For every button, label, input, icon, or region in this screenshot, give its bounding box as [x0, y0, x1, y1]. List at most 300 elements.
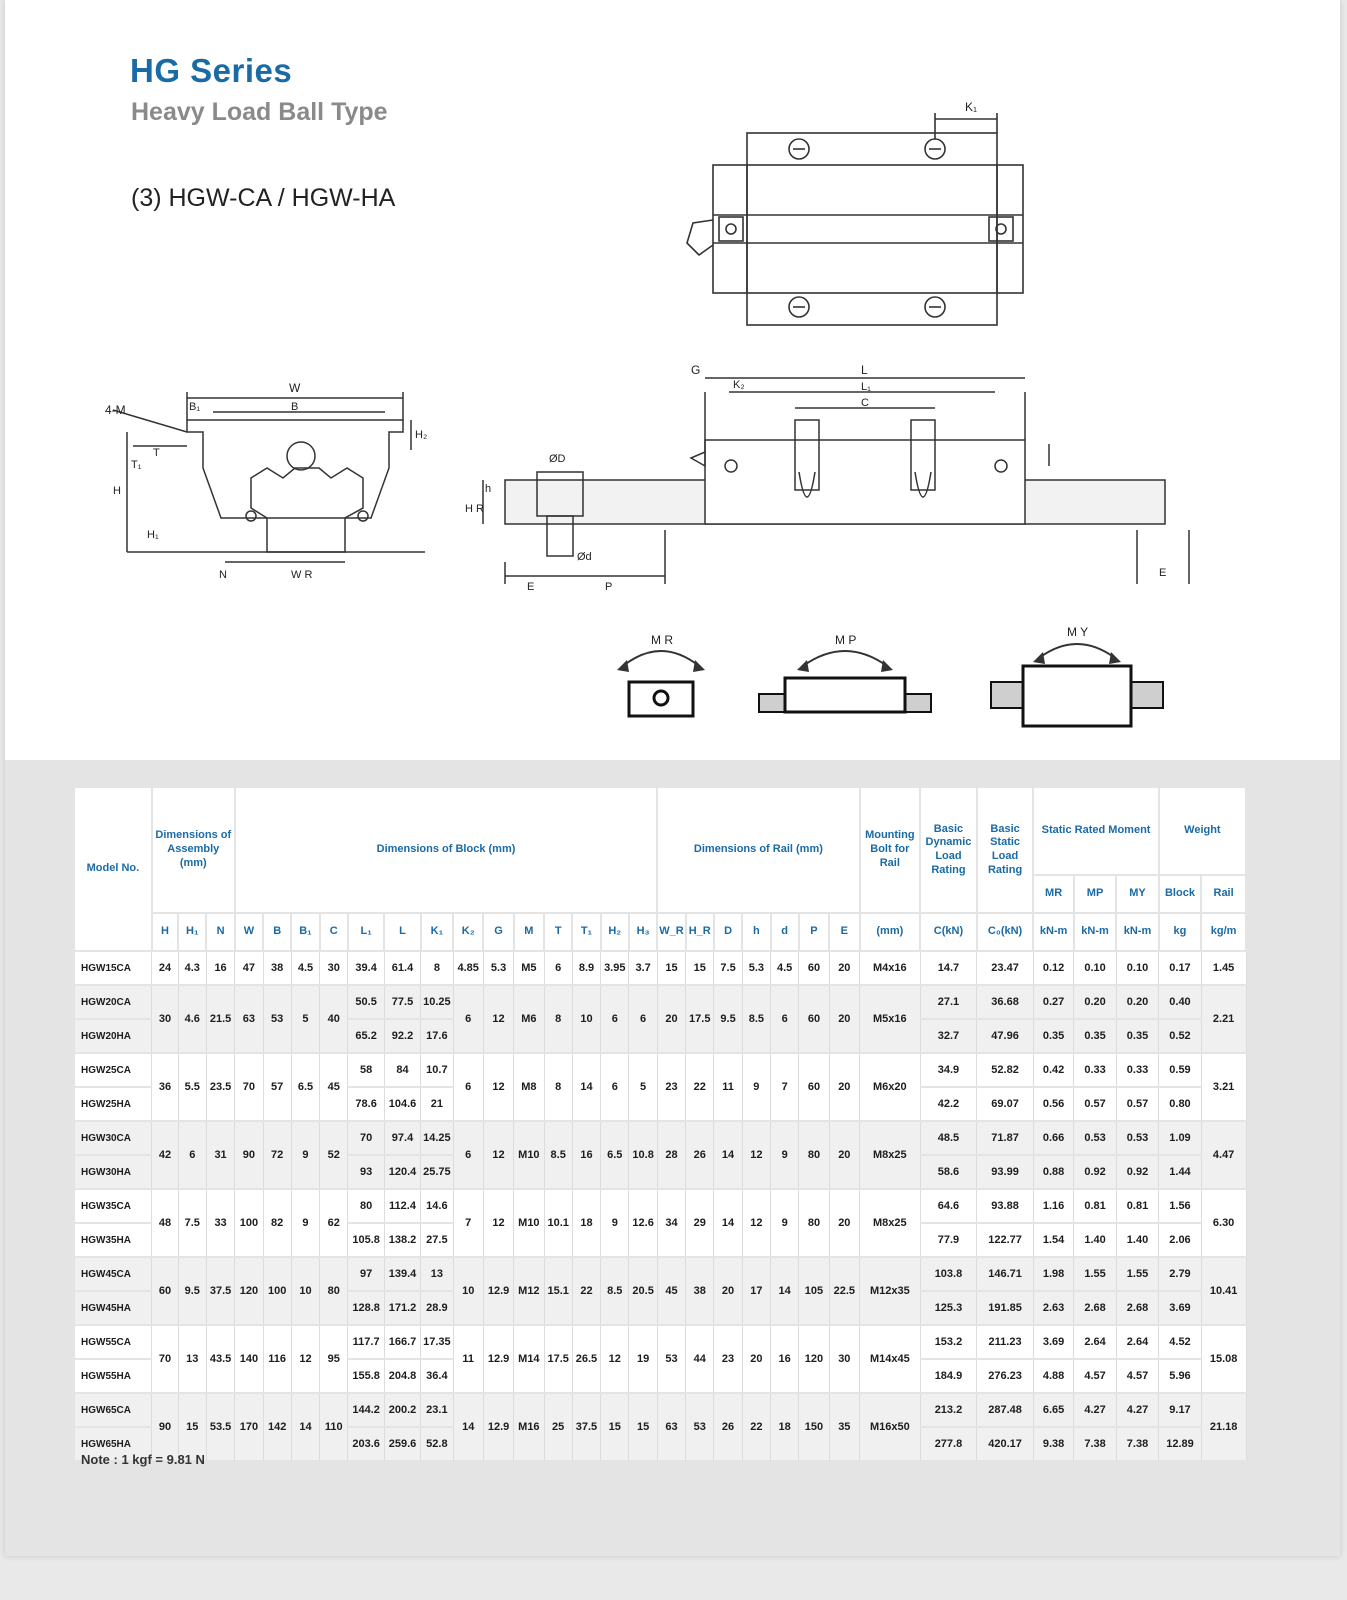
block-cell: 12.9	[483, 1325, 513, 1393]
block-cell: 6	[453, 1121, 483, 1189]
block-cell: 52	[320, 1121, 348, 1189]
assembly-cell: 7.5	[178, 1189, 206, 1257]
label-od: ØD	[549, 453, 566, 465]
mr-cell: 0.56	[1033, 1087, 1073, 1121]
rail-cell: 20	[657, 985, 685, 1053]
block-cell: 4.85	[453, 951, 483, 985]
l-cell: 92.2	[384, 1019, 420, 1053]
mr-cell: 0.88	[1033, 1155, 1073, 1189]
label-4m: 4-M	[105, 403, 126, 417]
side-section-drawing	[465, 362, 1225, 592]
model-cell: HGW45HA	[75, 1291, 152, 1325]
l1-cell: 105.8	[348, 1223, 384, 1257]
block-cell: 5	[291, 985, 319, 1053]
static-load-cell: 52.82	[977, 1053, 1034, 1087]
l1-cell: 93	[348, 1155, 384, 1189]
label-h: H	[113, 485, 121, 497]
dynamic-load-cell: 42.2	[920, 1087, 977, 1121]
l1-cell: 78.6	[348, 1087, 384, 1121]
header-dynamic: Basic Dynamic Load Rating	[920, 788, 977, 913]
assembly-cell: 43.5	[206, 1325, 234, 1393]
rail-cell: 44	[686, 1325, 714, 1393]
column-header-row	[75, 913, 1246, 951]
static-load-cell: 191.85	[977, 1291, 1034, 1325]
l1-cell: 117.7	[348, 1325, 384, 1359]
assembly-cell: 31	[206, 1121, 234, 1189]
block-cell: 82	[263, 1189, 291, 1257]
label-t1: T₁	[131, 459, 142, 471]
rail-cell: 20	[742, 1325, 770, 1393]
l-cell: 97.4	[384, 1121, 420, 1155]
block-cell: 19	[629, 1325, 657, 1393]
block-cell: 37.5	[572, 1393, 600, 1461]
my-cell: 0.20	[1116, 985, 1158, 1019]
block-cell: 7	[453, 1189, 483, 1257]
column-header: B	[263, 913, 291, 951]
static-load-cell: 211.23	[977, 1325, 1034, 1359]
rail-cell: 7	[771, 1053, 799, 1121]
block-cell: 6	[544, 951, 572, 985]
label-l1: L₁	[861, 381, 871, 393]
block-cell: 45	[320, 1053, 348, 1121]
assembly-cell: 4.3	[178, 951, 206, 985]
rail-cell: 26	[686, 1121, 714, 1189]
rail-weight-cell: 3.21	[1201, 1053, 1246, 1121]
rail-cell: 22	[742, 1393, 770, 1461]
block-cell: 6.5	[291, 1053, 319, 1121]
model-cell: HGW25CA	[75, 1053, 152, 1087]
k1-cell: 27.5	[421, 1223, 453, 1257]
block-weight-cell: 0.80	[1159, 1087, 1201, 1121]
rail-cell: 45	[657, 1257, 685, 1325]
l-cell: 171.2	[384, 1291, 420, 1325]
mr-cell: 0.42	[1033, 1053, 1073, 1087]
rail-cell: 63	[657, 1393, 685, 1461]
k1-cell: 17.6	[421, 1019, 453, 1053]
block-cell: 12	[601, 1325, 629, 1393]
front-section-drawing	[105, 380, 445, 580]
block-cell: 40	[320, 985, 348, 1053]
block-cell: M5	[514, 951, 544, 985]
bolt-cell: M4x16	[860, 951, 921, 985]
assembly-cell: 24	[152, 951, 178, 985]
block-cell: 8	[544, 985, 572, 1053]
series-title: HG Series	[130, 52, 293, 89]
table-row	[75, 1257, 1246, 1291]
block-cell: 8.5	[544, 1121, 572, 1189]
column-header: d	[771, 913, 799, 951]
label-mp: M P	[835, 633, 857, 647]
model-heading: (3) HGW-CA / HGW-HA	[131, 184, 396, 212]
k1-cell: 8	[421, 951, 453, 985]
column-header: kg	[1159, 913, 1201, 951]
block-weight-cell: 2.79	[1159, 1257, 1201, 1291]
mr-cell: 4.88	[1033, 1359, 1073, 1393]
l1-cell: 70	[348, 1121, 384, 1155]
rail-cell: 120	[799, 1325, 829, 1393]
block-cell: M10	[514, 1189, 544, 1257]
block-cell: 15	[601, 1393, 629, 1461]
header-rail-weight: Rail	[1201, 875, 1246, 913]
dynamic-load-cell: 27.1	[920, 985, 977, 1019]
rail-weight-cell: 10.41	[1201, 1257, 1246, 1325]
mr-cell: 0.27	[1033, 985, 1073, 1019]
my-cell: 0.35	[1116, 1019, 1158, 1053]
block-cell: 14	[453, 1393, 483, 1461]
column-header: H₁	[178, 913, 206, 951]
header-mp: MP	[1074, 875, 1116, 913]
dynamic-load-cell: 48.5	[920, 1121, 977, 1155]
l1-cell: 50.5	[348, 985, 384, 1019]
block-cell: 15.1	[544, 1257, 572, 1325]
k1-cell: 23.1	[421, 1393, 453, 1427]
table-row	[75, 1053, 1246, 1087]
mp-cell: 7.38	[1074, 1427, 1116, 1461]
rail-cell: 60	[799, 1053, 829, 1121]
block-cell: 3.95	[601, 951, 629, 985]
rail-cell: 8.5	[742, 985, 770, 1053]
rail-cell: 22	[686, 1053, 714, 1121]
column-header: T	[544, 913, 572, 951]
static-load-cell: 287.48	[977, 1393, 1034, 1427]
header-block-weight: Block	[1159, 875, 1201, 913]
rail-cell: 80	[799, 1189, 829, 1257]
dynamic-load-cell: 64.6	[920, 1189, 977, 1223]
block-cell: 6	[453, 1053, 483, 1121]
column-header: H₃	[629, 913, 657, 951]
block-cell: 10	[291, 1257, 319, 1325]
rail-cell: 5.3	[742, 951, 770, 985]
rail-cell: 60	[799, 985, 829, 1053]
rail-cell: 53	[657, 1325, 685, 1393]
rail-cell: 14	[714, 1121, 742, 1189]
rail-cell: 150	[799, 1393, 829, 1461]
model-cell: HGW55CA	[75, 1325, 152, 1359]
label-g: G	[691, 363, 701, 377]
block-cell: 12	[483, 1189, 513, 1257]
my-cell: 2.68	[1116, 1291, 1158, 1325]
static-load-cell: 69.07	[977, 1087, 1034, 1121]
mr-cell: 0.66	[1033, 1121, 1073, 1155]
rail-cell: 17	[742, 1257, 770, 1325]
dynamic-load-cell: 184.9	[920, 1359, 977, 1393]
l-cell: 104.6	[384, 1087, 420, 1121]
k1-cell: 21	[421, 1087, 453, 1121]
column-header: H_R	[686, 913, 714, 951]
model-cell: HGW25HA	[75, 1087, 152, 1121]
k1-cell: 14.25	[421, 1121, 453, 1155]
rail-cell: 23	[657, 1053, 685, 1121]
static-load-cell: 36.68	[977, 985, 1034, 1019]
mr-cell: 1.98	[1033, 1257, 1073, 1291]
dynamic-load-cell: 213.2	[920, 1393, 977, 1427]
rail-cell: 15	[657, 951, 685, 985]
header-weight: Weight	[1159, 788, 1246, 875]
block-cell: 10	[572, 985, 600, 1053]
bolt-cell: M5x16	[860, 985, 921, 1053]
bolt-cell: M12x35	[860, 1257, 921, 1325]
mr-cell: 0.35	[1033, 1019, 1073, 1053]
block-cell: 95	[320, 1325, 348, 1393]
rail-cell: 7.5	[714, 951, 742, 985]
assembly-cell: 70	[152, 1325, 178, 1393]
my-cell: 4.27	[1116, 1393, 1158, 1427]
dynamic-load-cell: 34.9	[920, 1053, 977, 1087]
header-mr: MR	[1033, 875, 1073, 913]
rail-cell: 105	[799, 1257, 829, 1325]
moment-my-diagram	[987, 622, 1167, 732]
block-weight-cell: 9.17	[1159, 1393, 1201, 1427]
spec-table	[75, 788, 1247, 1462]
block-cell: 11	[453, 1325, 483, 1393]
block-cell: 100	[263, 1257, 291, 1325]
l-cell: 200.2	[384, 1393, 420, 1427]
k1-cell: 25.75	[421, 1155, 453, 1189]
block-cell: M6	[514, 985, 544, 1053]
block-cell: 6	[453, 985, 483, 1053]
static-load-cell: 93.88	[977, 1189, 1034, 1223]
block-weight-cell: 1.09	[1159, 1121, 1201, 1155]
rail-cell: 20	[829, 1053, 859, 1121]
mp-cell: 2.68	[1074, 1291, 1116, 1325]
rail-cell: 4.5	[771, 951, 799, 985]
k1-cell: 52.8	[421, 1427, 453, 1461]
column-header: P	[799, 913, 829, 951]
column-header: C(kN)	[920, 913, 977, 951]
k1-cell: 28.9	[421, 1291, 453, 1325]
dynamic-load-cell: 14.7	[920, 951, 977, 985]
rail-cell: 11	[714, 1053, 742, 1121]
block-cell: 10.8	[629, 1121, 657, 1189]
block-cell: 9	[601, 1189, 629, 1257]
rail-weight-cell: 2.21	[1201, 985, 1246, 1053]
rail-cell: 12	[742, 1189, 770, 1257]
model-cell: HGW15CA	[75, 951, 152, 985]
bolt-cell: M8x25	[860, 1121, 921, 1189]
block-cell: 18	[572, 1189, 600, 1257]
block-cell: 9	[291, 1121, 319, 1189]
block-cell: 12	[291, 1325, 319, 1393]
k1-cell: 13	[421, 1257, 453, 1291]
rail-cell: 20	[714, 1257, 742, 1325]
label-k1: K₁	[965, 100, 978, 114]
block-cell: 12	[483, 1053, 513, 1121]
l1-cell: 97	[348, 1257, 384, 1291]
block-cell: 8.9	[572, 951, 600, 985]
model-cell: HGW35HA	[75, 1223, 152, 1257]
static-load-cell: 71.87	[977, 1121, 1034, 1155]
l-cell: 139.4	[384, 1257, 420, 1291]
dynamic-load-cell: 153.2	[920, 1325, 977, 1359]
assembly-cell: 21.5	[206, 985, 234, 1053]
header-rail: Dimensions of Rail (mm)	[657, 788, 859, 913]
rail-cell: 18	[771, 1393, 799, 1461]
column-header: H	[152, 913, 178, 951]
block-cell: 12.6	[629, 1189, 657, 1257]
assembly-cell: 15	[178, 1393, 206, 1461]
header-static: Basic Static Load Rating	[977, 788, 1034, 913]
assembly-cell: 23.5	[206, 1053, 234, 1121]
column-header: T₁	[572, 913, 600, 951]
label-h2: H₂	[415, 429, 428, 441]
l-cell: 61.4	[384, 951, 420, 985]
block-weight-cell: 1.44	[1159, 1155, 1201, 1189]
rail-cell: 12	[742, 1121, 770, 1189]
column-header: N	[206, 913, 234, 951]
k1-cell: 17.35	[421, 1325, 453, 1359]
label-d-small: Ød	[577, 551, 592, 563]
mp-cell: 1.55	[1074, 1257, 1116, 1291]
block-cell: 62	[320, 1189, 348, 1257]
column-header: K₂	[453, 913, 483, 951]
mp-cell: 0.33	[1074, 1053, 1116, 1087]
l1-cell: 39.4	[348, 951, 384, 985]
label-p: P	[605, 581, 613, 592]
bolt-cell: M6x20	[860, 1053, 921, 1121]
column-header: W	[235, 913, 263, 951]
column-header: kN-m	[1074, 913, 1116, 951]
l-cell: 84	[384, 1053, 420, 1087]
l1-cell: 65.2	[348, 1019, 384, 1053]
mp-cell: 0.57	[1074, 1087, 1116, 1121]
column-header: L₁	[348, 913, 384, 951]
block-cell: 17.5	[544, 1325, 572, 1393]
block-cell: 20.5	[629, 1257, 657, 1325]
rail-cell: 9	[742, 1053, 770, 1121]
footnote: Note : 1 kgf = 9.81 N	[81, 1452, 205, 1467]
rail-cell: 16	[771, 1325, 799, 1393]
rail-weight-cell: 1.45	[1201, 951, 1246, 985]
l-cell: 120.4	[384, 1155, 420, 1189]
rail-cell: 29	[686, 1189, 714, 1257]
l1-cell: 58	[348, 1053, 384, 1087]
block-weight-cell: 2.06	[1159, 1223, 1201, 1257]
series-subtitle: Heavy Load Ball Type	[131, 98, 388, 126]
block-cell: 12.9	[483, 1257, 513, 1325]
assembly-cell: 53.5	[206, 1393, 234, 1461]
l-cell: 259.6	[384, 1427, 420, 1461]
my-cell: 7.38	[1116, 1427, 1158, 1461]
rail-cell: 9.5	[714, 985, 742, 1053]
block-cell: M14	[514, 1325, 544, 1393]
mr-cell: 6.65	[1033, 1393, 1073, 1427]
rail-cell: 30	[829, 1325, 859, 1393]
dynamic-load-cell: 58.6	[920, 1155, 977, 1189]
l1-cell: 80	[348, 1189, 384, 1223]
block-cell: 100	[235, 1189, 263, 1257]
model-cell: HGW20HA	[75, 1019, 152, 1053]
block-cell: 12	[483, 985, 513, 1053]
rail-cell: 38	[686, 1257, 714, 1325]
block-cell: 6	[601, 985, 629, 1053]
label-my: M Y	[1067, 625, 1089, 639]
my-cell: 0.33	[1116, 1053, 1158, 1087]
block-cell: M10	[514, 1121, 544, 1189]
moment-mp-diagram	[755, 630, 935, 726]
model-cell: HGW65CA	[75, 1393, 152, 1427]
rail-weight-cell: 21.18	[1201, 1393, 1246, 1461]
block-cell: 12	[483, 1121, 513, 1189]
static-load-cell: 122.77	[977, 1223, 1034, 1257]
l1-cell: 155.8	[348, 1359, 384, 1393]
block-cell: 14	[572, 1053, 600, 1121]
label-c: C	[861, 397, 869, 409]
bolt-cell: M16x50	[860, 1393, 921, 1461]
block-cell: 6.5	[601, 1121, 629, 1189]
my-cell: 0.53	[1116, 1121, 1158, 1155]
assembly-cell: 48	[152, 1189, 178, 1257]
l-cell: 138.2	[384, 1223, 420, 1257]
model-cell: HGW30HA	[75, 1155, 152, 1189]
label-n: N	[219, 569, 227, 580]
mr-cell: 1.16	[1033, 1189, 1073, 1223]
rail-cell: 53	[686, 1393, 714, 1461]
block-cell: 116	[263, 1325, 291, 1393]
k1-cell: 10.25	[421, 985, 453, 1019]
assembly-cell: 90	[152, 1393, 178, 1461]
model-cell: HGW65HA	[75, 1427, 152, 1461]
l1-cell: 203.6	[348, 1427, 384, 1461]
column-header: kg/m	[1201, 913, 1246, 951]
l-cell: 166.7	[384, 1325, 420, 1359]
rail-cell: 34	[657, 1189, 685, 1257]
column-header: G	[483, 913, 513, 951]
block-weight-cell: 5.96	[1159, 1359, 1201, 1393]
block-weight-cell: 4.52	[1159, 1325, 1201, 1359]
block-cell: 5	[629, 1053, 657, 1121]
table-row	[75, 951, 1246, 985]
block-cell: 6	[629, 985, 657, 1053]
column-header: H₂	[601, 913, 629, 951]
l-cell: 112.4	[384, 1189, 420, 1223]
block-cell: 26.5	[572, 1325, 600, 1393]
block-cell: 10.1	[544, 1189, 572, 1257]
label-wr: W R	[291, 569, 313, 580]
block-cell: 142	[263, 1393, 291, 1461]
block-cell: 170	[235, 1393, 263, 1461]
block-weight-cell: 0.17	[1159, 951, 1201, 985]
mp-cell: 4.57	[1074, 1359, 1116, 1393]
rail-weight-cell: 15.08	[1201, 1325, 1246, 1393]
block-cell: 80	[320, 1257, 348, 1325]
my-cell: 0.57	[1116, 1087, 1158, 1121]
dynamic-load-cell: 277.8	[920, 1427, 977, 1461]
rail-cell: 28	[657, 1121, 685, 1189]
block-cell: 140	[235, 1325, 263, 1393]
assembly-cell: 9.5	[178, 1257, 206, 1325]
block-cell: M12	[514, 1257, 544, 1325]
static-load-cell: 93.99	[977, 1155, 1034, 1189]
label-b1: B₁	[189, 401, 201, 413]
dynamic-load-cell: 125.3	[920, 1291, 977, 1325]
block-cell: 53	[263, 985, 291, 1053]
assembly-cell: 37.5	[206, 1257, 234, 1325]
l-cell: 204.8	[384, 1359, 420, 1393]
block-cell: 110	[320, 1393, 348, 1461]
block-cell: 72	[263, 1121, 291, 1189]
column-header: C	[320, 913, 348, 951]
table-row	[75, 1121, 1246, 1155]
model-cell: HGW35CA	[75, 1189, 152, 1223]
mr-cell: 2.63	[1033, 1291, 1073, 1325]
top-view-drawing	[675, 95, 1045, 335]
block-cell: 15	[629, 1393, 657, 1461]
mp-cell: 0.35	[1074, 1019, 1116, 1053]
table-row	[75, 1189, 1246, 1223]
block-cell: 4.5	[291, 951, 319, 985]
mp-cell: 1.40	[1074, 1223, 1116, 1257]
block-cell: 10	[453, 1257, 483, 1325]
